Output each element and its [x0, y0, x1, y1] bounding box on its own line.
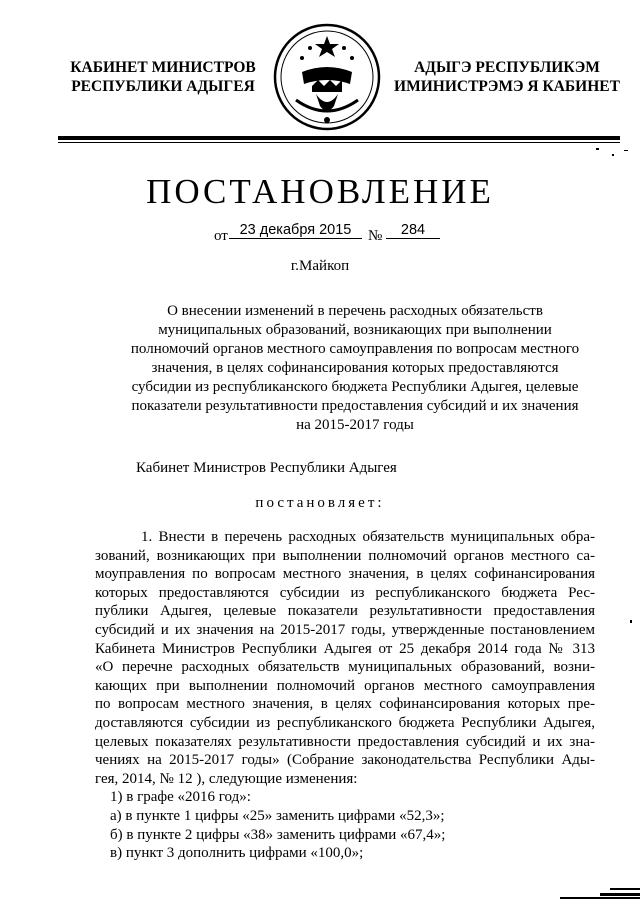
subject-line: О внесении изменений в перечень расходных обязательств — [167, 303, 543, 319]
scan-edge — [560, 897, 640, 899]
list-item: в) пункт 3 дополнить цифрами «100,0»; — [110, 845, 364, 862]
issuer-line: КАБИНЕТ МИНИСТРОВ — [70, 59, 256, 76]
scan-speck — [624, 150, 628, 151]
body-line: Кабинета Министров Республики Адыгея от 25 декабря 2014 года № 313 — [95, 640, 595, 657]
body-line: целевых показателях результативности предоставления субсидий и их зна- — [95, 733, 595, 750]
date-number-line — [0, 222, 640, 244]
body-line: публики Адыгея, целевые показатели результативности предоставления — [95, 603, 595, 620]
issuer-line: АДЫГЭ РЕСПУБЛИКЭМ — [414, 59, 600, 76]
document-title: ПОСТАНОВЛЕНИЕ — [146, 172, 494, 211]
scan-speck — [630, 620, 632, 623]
header-divider-thick — [58, 136, 620, 140]
coat-of-arms-icon — [272, 22, 382, 132]
date-prefix: от — [214, 228, 228, 244]
header-divider-thin — [58, 142, 620, 143]
issuer-line: ИМИНИСТРЭМЭ Я КАБИНЕТ — [394, 78, 620, 95]
list-item: б) в пункте 2 цифры «38» заменить цифрами «67,4»; — [110, 826, 446, 843]
issuer-name-russian — [58, 58, 268, 96]
issuer-line: РЕСПУБЛИКИ АДЫГЕЯ — [71, 78, 255, 95]
scan-edge — [610, 888, 640, 890]
body-line: зований, возникающих при выполнении полномочий органов местного са- — [95, 547, 595, 564]
subject-line: значения, в целях софинансирования которых предоставляются — [151, 360, 559, 376]
city-name: г.Майкоп — [290, 258, 350, 274]
list-item: 1) в графе «2016 год»: — [110, 789, 251, 806]
body-line: доставляются субсидии из республиканского бюджета Республики Адыгея, — [95, 714, 595, 731]
body-line: по вопросам местного значения, в целях софинансирования которых пре- — [95, 696, 595, 713]
body-line: субсидий и их значения на 2015-2017 годы, утвержденные постановлением — [95, 621, 595, 638]
document-number: 284 — [386, 222, 440, 239]
subject-line: на 2015-2017 годы — [296, 417, 414, 433]
scan-speck — [612, 154, 614, 156]
subject-line: субсидии из республиканского бюджета Республики Адыгея, целевые — [131, 379, 579, 395]
subject-line: муниципальных образований, возникающих при выполнении — [158, 322, 552, 338]
body-line: 1. Внести в перечень расходных обязательств муниципальных обра- — [141, 529, 595, 545]
scan-edge — [600, 893, 640, 896]
decree-word: постановляет: — [255, 495, 385, 511]
list-item: а) в пункте 1 цифры «25» заменить цифрами «52,3»; — [110, 807, 445, 824]
scan-speck — [596, 148, 599, 150]
subject-line: показатели результативности предоставления субсидий и их значения — [131, 398, 579, 414]
body-line: кающих при выполнении полномочий органов местного самоуправления — [95, 677, 595, 694]
number-prefix: № — [368, 228, 383, 244]
document-date: 23 декабря 2015 — [229, 222, 362, 239]
subject-line: полномочий органов местного самоуправления по вопросам местного — [130, 341, 580, 357]
issuing-body: Кабинет Министров Республики Адыгея — [136, 460, 397, 476]
document-subject — [120, 302, 590, 435]
body-line: «О перечне расходных обязательств муниципальных образований, возни- — [95, 659, 595, 676]
body-line: чениях на 2015-2017 годы» (Собрание законодательства Республики Ады- — [95, 752, 595, 769]
body-line: гея, 2014, № 12 ), следующие изменения: — [95, 770, 358, 787]
document-body — [95, 528, 595, 863]
body-line: моуправления по вопросам местного значения, в целях софинансирования — [95, 566, 595, 583]
body-line: которых предоставляются субсидии из республиканского бюджета Рес- — [95, 584, 595, 601]
issuer-name-adyghe — [392, 58, 622, 96]
